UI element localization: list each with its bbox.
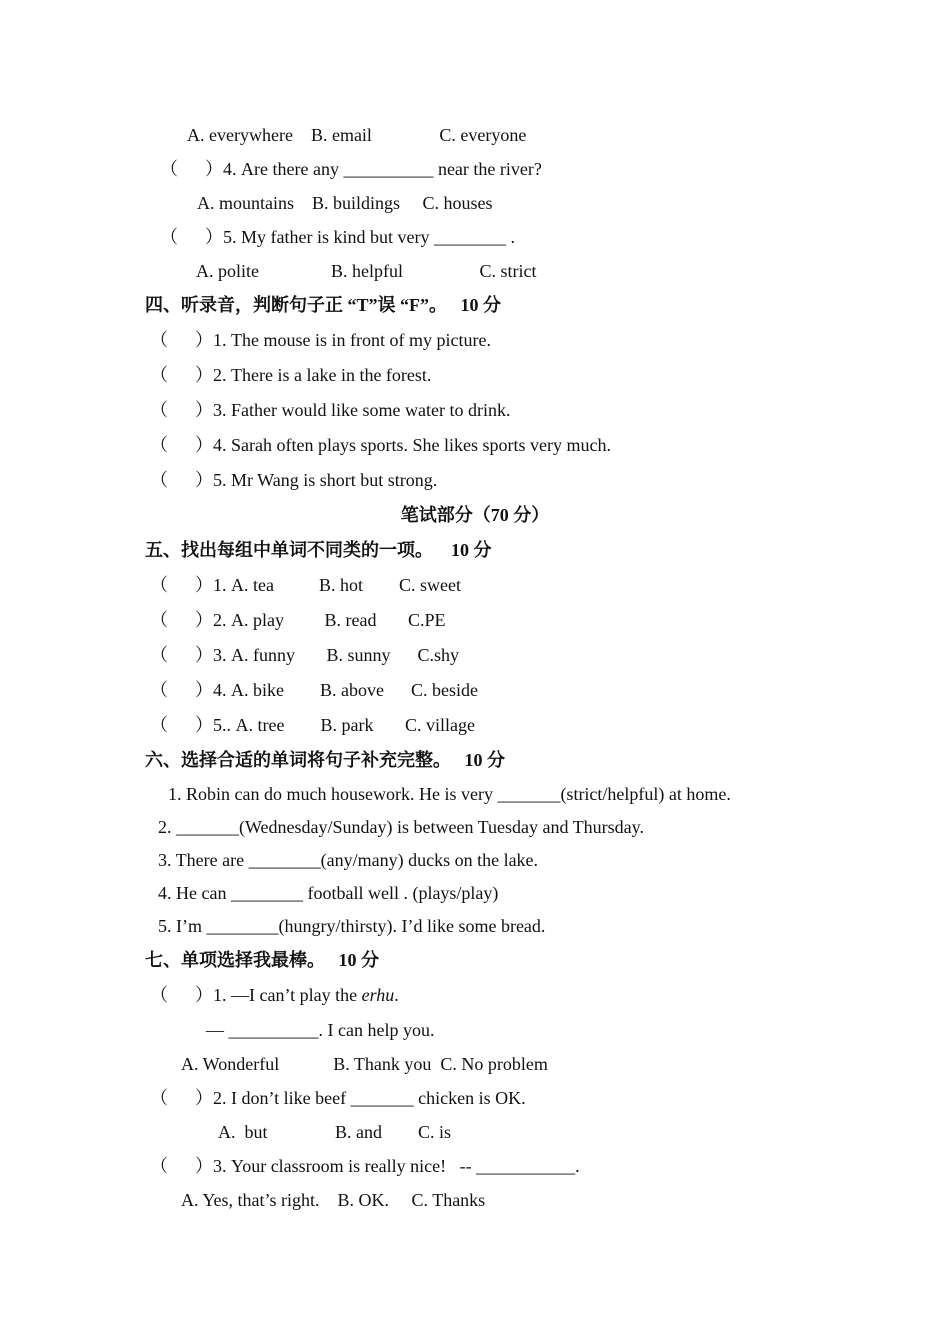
fill-in-sentence-1: 1. Robin can do much housework. He is very _______(strict/helpful) at home. [168,784,731,804]
written-part-title: 笔试部分（70 分） [400,505,550,525]
fill-in-sentence-4: 4. He can ________ football well . (plays/play) [158,883,499,903]
fill-in-sentence-5: 5. I’m ________(hungry/thirsty). I’d like some bread. [158,916,546,936]
odd-one-out-3: （ ）3. A. funny B. sunny C.shy [150,645,460,665]
listening-item-1: （ ）1. The mouse is in front of my picture. [150,330,491,350]
listening-item-4: （ ）4. Sarah often plays sports. She likes sports very much. [150,435,611,455]
mc-question-2-options: A. but B. and C. is [218,1122,452,1142]
mc-question-1-dialogue: — __________. I can help you. [206,1020,435,1040]
section-4-heading: 四、听录音，判断句子正 “T”误 “F”。 10 分 [145,295,501,315]
q4-options-prev: A. everywhere B. email C. everyone [187,125,527,145]
mc-question-3: （ ）3. Your classroom is really nice! -- ___________. [150,1156,580,1176]
odd-one-out-5: （ ）5.. A. tree B. park C. village [150,715,475,735]
fill-in-sentence-2: 2. _______(Wednesday/Sunday) is between Tuesday and Thursday. [158,817,644,837]
section-7-heading: 七、单项选择我最棒。 10 分 [145,950,379,970]
odd-one-out-1: （ ）1. A. tea B. hot C. sweet [150,575,461,595]
mc-question-2: （ ）2. I don’t like beef _______ chicken is OK. [150,1088,526,1108]
mc-question-3-options: A. Yes, that’s right. B. OK. C. Thanks [181,1190,486,1210]
choice-question-5: （ ）5. My father is kind but very ________ . [160,227,515,247]
fill-in-sentence-3: 3. There are ________(any/many) ducks on the lake. [158,850,539,870]
mc-question-1-italic: erhu [361,985,395,1005]
mc-question-1-options: A. Wonderful B. Thank you C. No problem [181,1054,548,1074]
section-6-heading: 六、选择合适的单词将句子补充完整。 10 分 [145,750,505,770]
listening-item-3: （ ）3. Father would like some water to drink. [150,400,511,420]
odd-one-out-4: （ ）4. A. bike B. above C. beside [150,680,478,700]
choice-question-4-options: A. mountains B. buildings C. houses [197,193,493,213]
choice-question-5-options: A. polite B. helpful C. strict [196,261,537,281]
listening-item-2: （ ）2. There is a lake in the forest. [150,365,432,385]
choice-question-4: （ ）4. Are there any __________ near the river? [160,159,542,179]
mc-question-1 [150,984,399,1006]
listening-item-5: （ ）5. Mr Wang is short but strong. [150,470,438,490]
mc-question-1-end: . [394,985,399,1005]
odd-one-out-2: （ ）2. A. play B. read C.PE [150,610,446,630]
section-5-heading: 五、找出每组中单词不同类的一项。 10 分 [145,540,492,560]
mc-question-1-text: （ ）1. —I can’t play the [150,985,362,1005]
